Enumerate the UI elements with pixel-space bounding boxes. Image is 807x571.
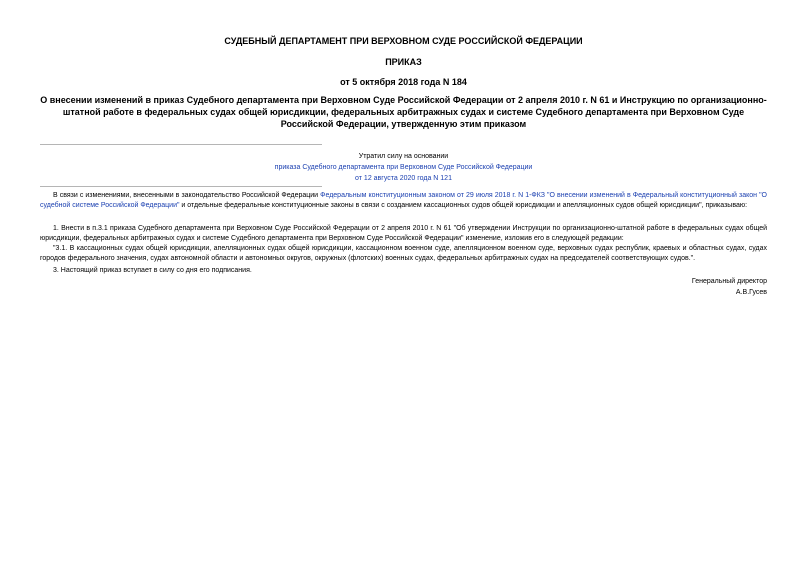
status-note-link-line <box>40 163 767 173</box>
preamble-text-start: В связи с изменениями, внесенными в законодательство Российской Федерации <box>53 192 321 199</box>
paragraph-item-3 <box>40 266 767 276</box>
organization-heading: СУДЕБНЫЙ ДЕПАРТАМЕНТ ПРИ ВЕРХОВНОМ СУДЕ РОССИЙСКОЙ ФЕДЕРАЦИИ <box>224 36 583 46</box>
item-3-text: 3. Настоящий приказ вступает в силу со дня его подписания. <box>53 267 252 274</box>
paragraph-preamble <box>40 191 767 211</box>
repeal-order-date-link[interactable]: от 12 августа 2020 года N 121 <box>355 175 452 182</box>
status-note-text: Утратил силу на основании <box>358 153 449 160</box>
status-note-link-line-2 <box>40 174 767 184</box>
document-type: ПРИКАЗ <box>385 57 422 67</box>
preamble-text-end: и отдельные федеральные конституционные законы в связи с созданием кассационных судов общей юрисдикции и апелляционных судов общей юрисдикции", приказываю: <box>179 202 748 210</box>
federal-law-link[interactable]: Федеральным конституционным законом от 29 июля 2018 г. N 1-ФКЗ "О внесении изменений в Федеральный конституционный закон "О судебной системе Российской Федерации" <box>40 192 767 210</box>
item-1-text: 1. Внести в п.3.1 приказа Судебного департамента при Верховном Суде Российской Федерации от 2 апреля 2010 г. N 61 "Об утверждении Инструкции по организационно-штатной работе в федеральных судах общей юрисдикции, федеральных арбитражных судах и системе Судебного департамента при Верховном Суде Российской Федерации" изменение, изложив его в следующей редакции: <box>40 225 767 243</box>
signatory-name: А.В.Гусев <box>735 289 767 296</box>
document-title: О внесении изменений в приказ Судебного департамента при Верховном Суде Российской Федерации от 2 апреля 2010 г. N 61 и Инструкцию по организационно-штатной работе в федеральных судах общей юрисдикции, федеральных арбитражных судах и системе Судебного департамента при Верховном Суде Российской Федерации, утвержденную этим приказом <box>40 95 767 129</box>
repeal-order-link[interactable]: приказа Судебного департамента при Верховном Суде Российской Федерации <box>274 164 533 171</box>
paragraph-quoted-clause <box>40 244 767 264</box>
divider <box>40 186 322 187</box>
quoted-clause-text: "3.1. В кассационных судах общей юрисдикции, апелляционных судах общей юрисдикции, кассационном военном суде, апелляционном военном суде, верховных судах республик, краевых и областных судах, судах городов федерального значения, судах автономной области и автономных округов, окружных (флотских) военных судах, федеральных арбитражных судах на председателей соответствующих судов.". <box>40 245 767 263</box>
paragraph-item-1 <box>40 224 767 244</box>
divider <box>40 144 322 145</box>
signatory-position: Генеральный директор <box>691 278 767 285</box>
document-date: от 5 октября 2018 года N 184 <box>340 77 467 87</box>
